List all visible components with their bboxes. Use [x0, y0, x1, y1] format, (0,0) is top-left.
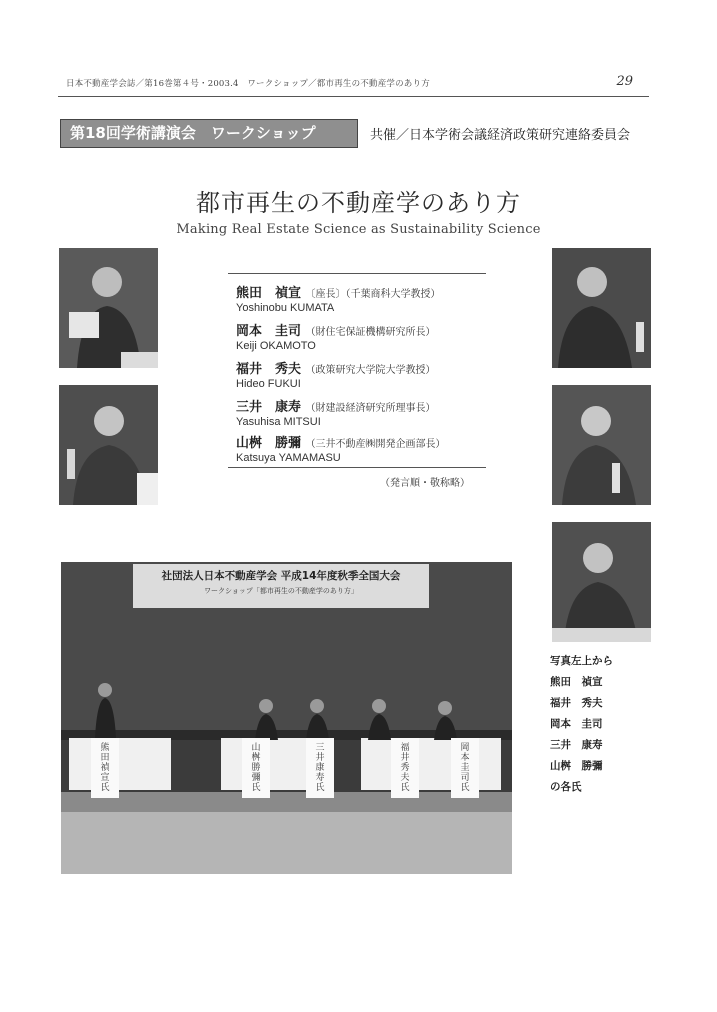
- stage-banner-line1: 社団法人日本不動産学会 平成14年度秋季全国大会: [161, 570, 401, 582]
- placard-fukui-text: 福井秀夫氏: [400, 743, 410, 793]
- speaker-entry: [236, 358, 496, 390]
- speaker-name-en: Yasuhisa MITSUI: [236, 416, 321, 428]
- header-rule: [58, 96, 649, 97]
- caption-line: 熊田 禎宣: [550, 676, 603, 688]
- speaker-entry: [236, 320, 496, 352]
- speaker-name-jp: 三井 康寿: [236, 400, 302, 415]
- speaker-name-en: Hideo FUKUI: [236, 378, 301, 390]
- speaker-name-en: Katsuya YAMAMASU: [236, 452, 341, 464]
- running-head: 日本不動産学会誌／第16巻第４号・2003.4 ワークショップ／都市再生の不動産学のあり方: [66, 79, 430, 89]
- speaker-name-en: Keiji OKAMOTO: [236, 340, 316, 352]
- photo-caption: [550, 651, 613, 798]
- portrait-photo-kumata: [59, 248, 158, 368]
- speaker-role: （財住宅保証機構研究所長）: [305, 327, 436, 338]
- order-note: （発言順・敬称略）: [380, 478, 470, 489]
- stage-photo: [61, 562, 512, 874]
- portrait-photo-okamoto: [552, 248, 651, 368]
- page-number: 29: [616, 74, 633, 89]
- speaker-role: （財建設経済研究所理事長）: [305, 403, 436, 414]
- placard-okamoto-text: 岡本圭司氏: [460, 743, 470, 793]
- portrait-photo-fukui: [59, 385, 158, 505]
- caption-line: 岡本 圭司: [550, 718, 603, 730]
- speaker-name-jp: 岡本 圭司: [236, 324, 302, 339]
- caption-line: 写真左上から: [550, 655, 613, 667]
- speaker-entry: [236, 282, 496, 314]
- speaker-name-jp: 山桝 勝彌: [236, 436, 302, 451]
- portrait-photo-yamamasu: [552, 522, 651, 642]
- article-subtitle: Making Real Estate Science as Sustainability Science: [176, 222, 541, 237]
- speakers-bottom-rule: [228, 467, 486, 468]
- stage-banner-line2: ワークショップ「都市再生の不動産学のあり方」: [204, 587, 358, 595]
- caption-line: 福井 秀夫: [550, 697, 603, 709]
- speaker-name-jp: 熊田 禎宣: [236, 286, 302, 301]
- article-title: 都市再生の不動産学のあり方: [196, 189, 521, 217]
- placard-yamamasu-text: 山桝勝彌氏: [251, 743, 261, 793]
- speaker-entry: [236, 432, 496, 464]
- caption-line: 山桝 勝彌: [550, 760, 603, 772]
- speaker-entry: [236, 396, 496, 428]
- caption-line: の各氏: [550, 781, 582, 793]
- section-banner-label: 第18回学術講演会 ワークショップ: [70, 124, 316, 142]
- speaker-role: （三井不動産㈱開発企画部長）: [305, 439, 446, 450]
- cohost-line: 共催／日本学術会議経済政策研究連絡委員会: [370, 128, 631, 143]
- speaker-role: 〔座長〕（千葉商科大学教授）: [305, 289, 441, 300]
- placard-mitsui-text: 三井康寿氏: [315, 743, 325, 793]
- speaker-name-en: Yoshinobu KUMATA: [236, 302, 335, 314]
- portrait-photo-mitsui: [552, 385, 651, 505]
- speaker-name-jp: 福井 秀夫: [236, 362, 302, 377]
- speaker-role: （政策研究大学院大学教授）: [305, 365, 436, 376]
- caption-line: 三井 康寿: [550, 739, 603, 751]
- placard-kumata-text: 熊田禎宣氏: [100, 743, 110, 793]
- speakers-top-rule: [228, 273, 486, 274]
